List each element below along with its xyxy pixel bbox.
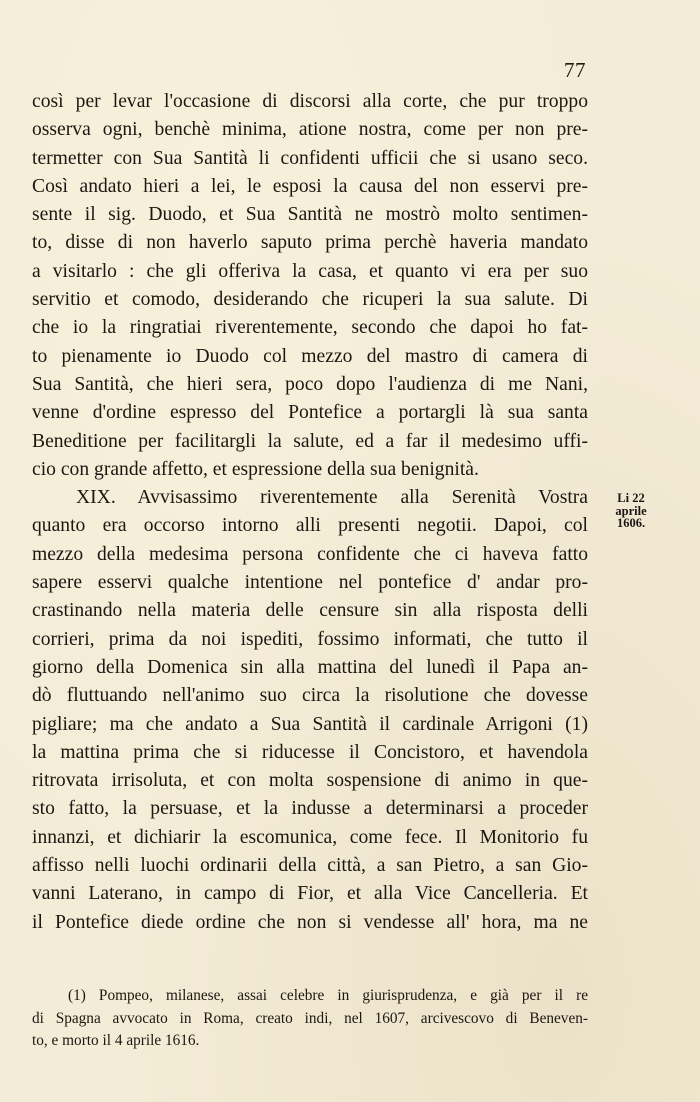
text-line: innanzi, et dichiarir la escomunica, come fece. Il Monitorio fu <box>32 826 588 848</box>
text-line: sente il sig. Duodo, et Sua Santità ne mostrò molto sentimen- <box>32 204 588 226</box>
text-line: dò fluttuando nell'animo suo circa la risolutione che dovesse <box>32 685 588 707</box>
margin-note-day: Li 22 <box>617 491 645 505</box>
text-line: giorno della Domenica sin alla mattina del lunedì il Papa an- <box>32 656 588 678</box>
text-line: mezzo della medesima persona confidente che ci haveva fatto <box>32 543 588 565</box>
footnote <box>32 985 588 1053</box>
text-line: così per levar l'occasione di discorsi alla corte, che pur troppo <box>32 91 588 112</box>
text-line: a visitarlo : che gli offeriva la casa, et quanto vi era per suo <box>32 260 588 282</box>
text-line: osserva ogni, benchè minima, atione nostra, come per non pre- <box>32 119 588 141</box>
text-line: quanto era occorso intorno alli presenti negotii. Dapoi, col <box>32 515 588 537</box>
page-number: 77 <box>564 58 586 82</box>
text-line: Beneditione per facilitargli la salute, ed a far il medesimo uffi- <box>32 430 588 452</box>
text-line: to, disse di non haverlo saputo prima perchè haveria mandato <box>32 232 588 254</box>
margin-date-note <box>602 492 660 530</box>
text-line: crastinando nella materia delle censure sin alla risposta delli <box>32 600 588 622</box>
text-line: venne d'ordine espresso del Pontefice a portargli là sua santa <box>32 402 588 424</box>
footnote-line: (1) Pompeo, milanese, assai celebre in giurisprudenza, e già per il re <box>68 987 588 1004</box>
text-line: corrieri, prima da noi ispediti, fossimo informati, che tutto il <box>32 628 588 650</box>
main-text <box>32 88 588 937</box>
margin-note-month: aprile <box>615 503 647 518</box>
text-line: Così andato hieri a lei, le esposi la causa del non esservi pre- <box>32 175 588 197</box>
text-line: vanni Laterano, in campo di Fior, et alla Vice Cancelleria. Et <box>32 883 588 905</box>
text-line: termetter con Sua Santità li confidenti ufficii che si usano seco. <box>32 147 588 169</box>
text-line: servitio et comodo, desiderando che ricuperi la sua salute. Di <box>32 289 588 311</box>
text-line: Sua Santità, che hieri sera, poco dopo l'audienza di me Nani, <box>32 373 588 395</box>
footnote-line: di Spagna avvocato in Roma, creato indi, nel 1607, arcivescovo di Beneven- <box>32 1009 588 1027</box>
text-line: sapere esservi qualche intentione nel pontefice d' andar pro- <box>32 572 588 594</box>
text-line: pigliare; ma che andato a Sua Santità il cardinale Arrigoni (1) <box>32 713 588 735</box>
section-start-line: XIX. Avvisassimo riverentemente alla Serenità Vostra <box>76 487 588 509</box>
text-line: il Pontefice diede ordine che non si vendesse all' hora, ma ne <box>32 911 588 933</box>
text-line: ritrovata irrisoluta, et con molta sospensione di animo in que- <box>32 770 588 792</box>
text-line: affisso nelli luochi ordinarii della città, a san Pietro, a san Gio- <box>32 855 588 877</box>
margin-note-year: 1606. <box>616 516 646 530</box>
paragraph-end-line: cio con grande affetto, et espressione della sua benignità. <box>32 458 479 480</box>
text-line: la mattina prima che si riducesse il Concistoro, et havendola <box>32 741 588 763</box>
text-line: che io la ringratiai riverentemente, secondo che dapoi ho fat- <box>32 317 588 339</box>
text-line: sto fatto, la persuase, et la indusse a determinarsi a proceder <box>32 798 588 820</box>
text-line: to pienamente io Duodo col mezzo del mastro di camera di <box>32 345 588 367</box>
footnote-line: to, e morto il 4 aprile 1616. <box>32 1032 200 1049</box>
